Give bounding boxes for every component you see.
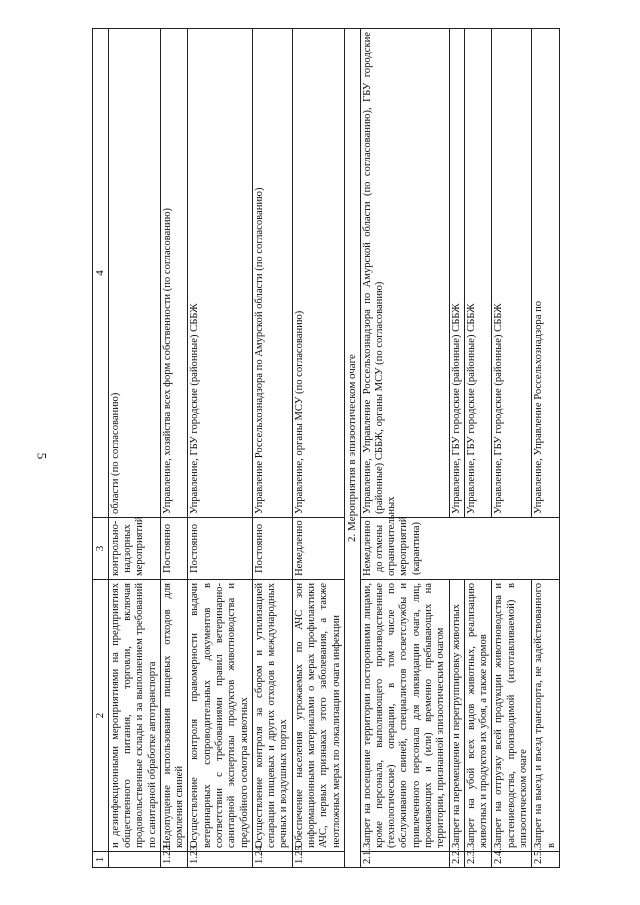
row-number: 1.23. bbox=[188, 852, 252, 868]
table-row bbox=[360, 29, 449, 868]
row-executor: области (по согласованию) bbox=[108, 29, 160, 518]
row-executor: Управление, органы МСУ (по согласованию) bbox=[292, 29, 344, 518]
row-number bbox=[108, 852, 160, 868]
row-executor: Управление, ГБУ городские (районные) СББЖ bbox=[492, 29, 532, 518]
table-row bbox=[532, 29, 560, 868]
table-row bbox=[252, 29, 292, 868]
page-number: 5 bbox=[34, 452, 50, 460]
row-executor: Управление Россельхознадзора по Амурской области (по согласованию) bbox=[252, 29, 292, 518]
row-executor: Управление, Управление Россельхознадзора по Амурской области (по согласованию), ГБУ городские (районные) СББЖ, органы МСУ (по согласованию) bbox=[360, 29, 449, 518]
header-col-3: 3 bbox=[93, 518, 109, 580]
row-measure: Осуществление контроля за сбором и утилизацией сепарации пищевых и других отходов в международных речных и воздушных портах bbox=[252, 580, 292, 852]
table-row bbox=[160, 29, 188, 868]
row-executor: Управление, ГБУ городские (районные) СББЖ bbox=[449, 29, 464, 518]
row-executor: Управление, ГБУ городские (районные) СББЖ bbox=[188, 29, 252, 518]
table-row bbox=[292, 29, 344, 868]
row-measure: Запрет на посещение территории посторонними лицами, кроме персонала, выполняющего производственные (технологические) операции, в том числе по обслуживанию свиней, специалистов госветслужбы и привлеченного персонала для ликвидации очага, лиц, проживающих и (или) временно пребывающих на территории, признанной эпизоотическим очагом bbox=[360, 580, 449, 852]
row-term: контрольно-надзорных мероприятий bbox=[108, 518, 160, 580]
row-measure: Недопущение использования пищевых отходов для кормления свиней bbox=[160, 580, 188, 852]
row-number: 2.4. bbox=[492, 852, 532, 868]
row-number: 2.3. bbox=[464, 852, 492, 868]
row-measure: и дезинфекционными мероприятиями на предприятиях общественного питания, торговли, включая продовольственные склады и за выполнением требований по санитарной обработке автотранспорта bbox=[108, 580, 160, 852]
row-term: Немедленно до отмены ограничительных мероприятий (карантина) bbox=[360, 518, 559, 580]
row-executor: Управление, Управление Россельхознадзора по bbox=[532, 29, 560, 518]
row-number: 1.24. bbox=[252, 852, 292, 868]
row-measure: Запрет на отгрузку всей продукции животноводства и растениеводства, производимой (изготавливаемой) в эпизоотическом очаге bbox=[492, 580, 532, 852]
table-row bbox=[492, 29, 532, 868]
row-number: 1.22. bbox=[160, 852, 188, 868]
row-term: Немедленно bbox=[292, 518, 344, 580]
table-row bbox=[108, 29, 160, 868]
row-number: 2.2. bbox=[449, 852, 464, 868]
row-term: Постоянно bbox=[160, 518, 188, 580]
table-row bbox=[188, 29, 252, 868]
row-term: Постоянно bbox=[252, 518, 292, 580]
row-number: 1.25. bbox=[292, 852, 344, 868]
row-number: 2.5. bbox=[532, 852, 560, 868]
header-col-1: 1 bbox=[93, 852, 109, 868]
header-col-2: 2 bbox=[93, 580, 109, 852]
row-measure: Запрет на выезд и въезд транспорта, не задействованного в bbox=[532, 580, 560, 852]
row-term: Постоянно bbox=[188, 518, 252, 580]
rotated-document-page bbox=[92, 28, 637, 868]
row-measure: Обеспечение населения угрожаемых по АЧС зон информационными материалами о мерах профилактики АЧС, первых признаках этого заболевания, а также неотложных мерах по локализации очага инфекции bbox=[292, 580, 344, 852]
measures-table bbox=[92, 28, 560, 868]
row-number: 2.1. bbox=[360, 852, 449, 868]
row-executor: Управление, хозяйства всех форм собственности (по согласованию) bbox=[160, 29, 188, 518]
row-executor: Управление, ГБУ городские (районные) СББЖ bbox=[464, 29, 492, 518]
row-measure: Осуществление контроля правомерности выдачи ветеринарных сопроводительных документов в соответствии с требованиями правил ветеринарно-санитарной экспертизы продуктов животноводства и предубойного осмотра животных bbox=[188, 580, 252, 852]
table-row bbox=[464, 29, 492, 868]
row-measure: Запрет на убой всех видов животных, реализацию животных и продуктов их убоя, а также кормов bbox=[464, 580, 492, 852]
row-measure: Запрет на перемещение и перегруппировку животных bbox=[449, 580, 464, 852]
section-title: 2. Мероприятия в эпизоотическом очаге bbox=[344, 29, 360, 868]
table-row bbox=[449, 29, 464, 868]
section-row bbox=[344, 29, 360, 868]
header-col-4: 4 bbox=[93, 29, 109, 518]
header-row bbox=[93, 29, 109, 868]
